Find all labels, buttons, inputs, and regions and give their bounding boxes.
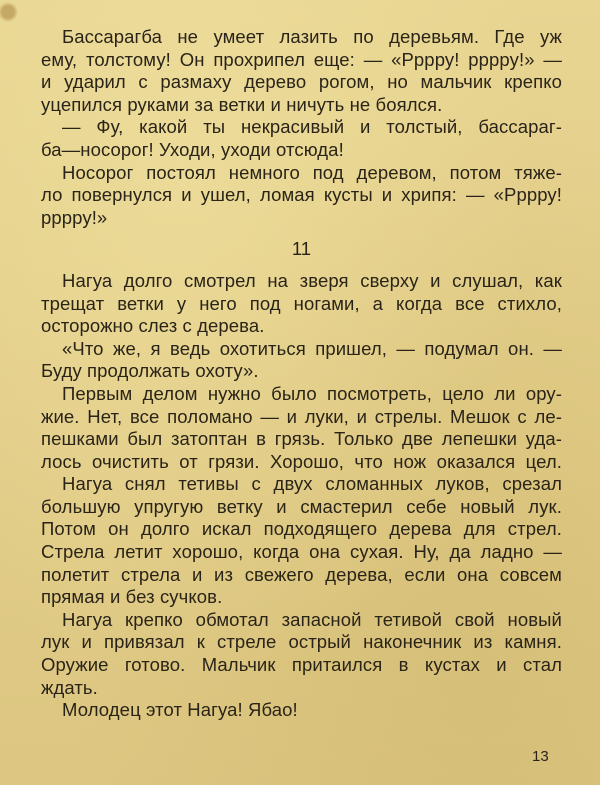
text-line: ло повернулся и ушел, ломая кусты и хрипя: — «Рррру! [41,184,562,206]
paragraph [41,473,562,609]
text-line: жие. Нет, все поломано — и луки, и стрелы. Мешок с ле- [41,405,562,427]
text-line: пешками был затоптан в грязь. Только две лепешки уда- [41,428,562,450]
paragraph [41,382,562,473]
text-line: рррру!» [41,206,108,228]
paragraph [41,116,562,161]
text-line: — Фу, какой ты некрасивый и толстый, бассараг- [62,116,562,138]
text-line: Буду продолжать охоту». [41,360,259,382]
text-line: Бассарагба не умеет лазить по деревьям. Где уж [62,26,562,47]
text-line: «Что же, я ведь охотиться пришел, — подумал он. — [62,337,562,359]
text-line: Первым делом нужно было посмотреть, цело ли ору- [62,382,562,404]
text-line: Нагуа снял тетивы с двух сломанных луков, срезал [62,473,562,495]
text-line: ждать. [41,676,98,698]
text-line: уцепился руками за ветки и ничуть не боялся. [41,93,443,115]
paragraph [62,699,562,722]
text-line: Нагуа крепко обмотал запасной тетивой свой новый [62,608,562,630]
text-line: Стрела летит хорошо, когда она сухая. Ну, да ладно — [41,541,562,563]
text-line: прямая и без сучков. [41,586,223,608]
text-line: трещат ветки у него под ногами, а когда все стихло, [41,292,562,314]
text-line: Потом он долго искал подходящего дерева для стрел. [41,518,562,540]
paragraph [41,26,562,116]
text-line: полетит стрела и из свежего дерева, если она совсем [41,563,562,585]
paragraph [41,161,562,230]
text-line: лук и привязал к стреле острый наконечник из камня. [41,631,562,653]
text-line: Носорог постоял немного под деревом, потом тяже- [62,161,562,183]
text-line: большую упругую ветку и смастерил себе новый лук. [41,495,562,517]
chapter-number: 11 [291,238,312,260]
text-line: Молодец этот Нагуа! Ябао! [62,699,298,721]
text-line: Оружие готово. Мальчик притаился в кустах и стал [41,654,562,676]
text-line: Нагуа долго смотрел на зверя сверху и слушал, как [62,269,562,291]
text-line: ба—носорог! Уходи, уходи отсюда! [41,138,344,160]
text-line: лось очистить от грязи. Хорошо, что нож оказался цел. [41,450,562,472]
text-line: осторожно слез с дерева. [41,315,265,337]
paragraph [41,608,562,699]
paragraph [41,269,562,338]
page-number: 13 [532,748,549,765]
paragraph [41,337,562,383]
text-line: и ударил с размаху дерево рогом, но мальчик крепко [41,71,562,93]
text-line: ему, толстому! Он прохрипел еще: — «Рррру! рррру!» — [41,48,562,70]
book-page [41,26,562,722]
